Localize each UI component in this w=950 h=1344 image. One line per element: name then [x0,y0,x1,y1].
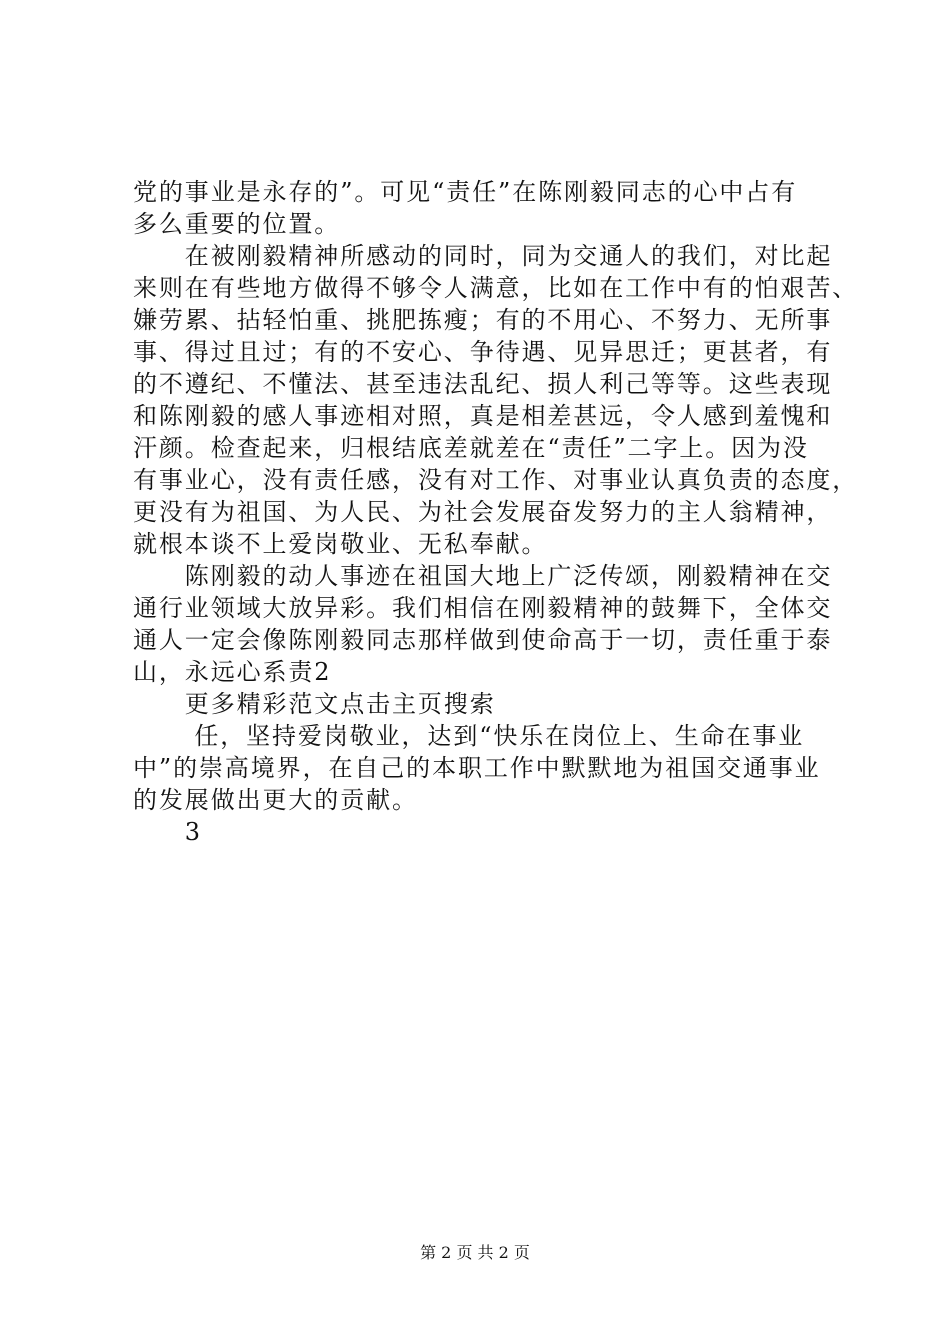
text-line: 中”的崇高境界，在自己的本职工作中默默地为祖国交通事业 [133,754,821,782]
text-line: 更没有为祖国、为人民、为社会发展奋发努力的主人翁精神， [133,498,833,526]
text-line: 在被刚毅精神所感动的同时，同为交通人的我们，对比起 [133,242,833,270]
text-line: 陈刚毅的动人事迹在祖国大地上广泛传颂，刚毅精神在交 [133,562,833,590]
text-line: 多么重要的位置。 [133,210,341,238]
page-number-footer: 第 2 页 共 2 页 [420,1243,530,1262]
text-line: 通人一定会像陈刚毅同志那样做到使命高于一切，责任重于泰 [133,626,833,654]
text-line: 党的事业是永存的”。可见“责任”在陈刚毅同志的心中占有 [133,178,798,206]
text-line: 更多精彩范文点击主页搜索 [133,690,496,718]
text-line: 汗颜。检查起来，归根结底差就差在“责任”二字上。因为没 [133,434,809,462]
text-line: 的不遵纪、不懂法、甚至违法乱纪、损人利己等等。这些表现 [133,370,833,398]
text-line: 事、得过且过；有的不安心、争待遇、见异思迁；更甚者，有 [133,338,833,366]
text-line: 的发展做出更大的贡献。 [133,786,418,814]
text-line: 有事业心，没有责任感，没有对工作、对事业认真负责的态度， [133,466,859,494]
text-line: 通行业领域大放异彩。我们相信在刚毅精神的鼓舞下，全体交 [133,594,833,622]
text-line: 就根本谈不上爱岗敬业、无私奉献。 [133,530,548,558]
text-line: 嫌劳累、拈轻怕重、挑肥拣瘦；有的不用心、不努力、无所事 [133,306,833,334]
text-line: 3 [133,818,202,846]
text-line: 来则在有些地方做得不够令人满意，比如在工作中有的怕艰苦、 [133,274,859,302]
text-line: 和陈刚毅的感人事迹相对照，真是相差甚远，令人感到羞愧和 [133,402,833,430]
text-line: 山，永远心系责2 [133,658,332,686]
text-line: 任，坚持爱岗敬业，达到“快乐在岗位上、生命在事业 [133,722,805,750]
